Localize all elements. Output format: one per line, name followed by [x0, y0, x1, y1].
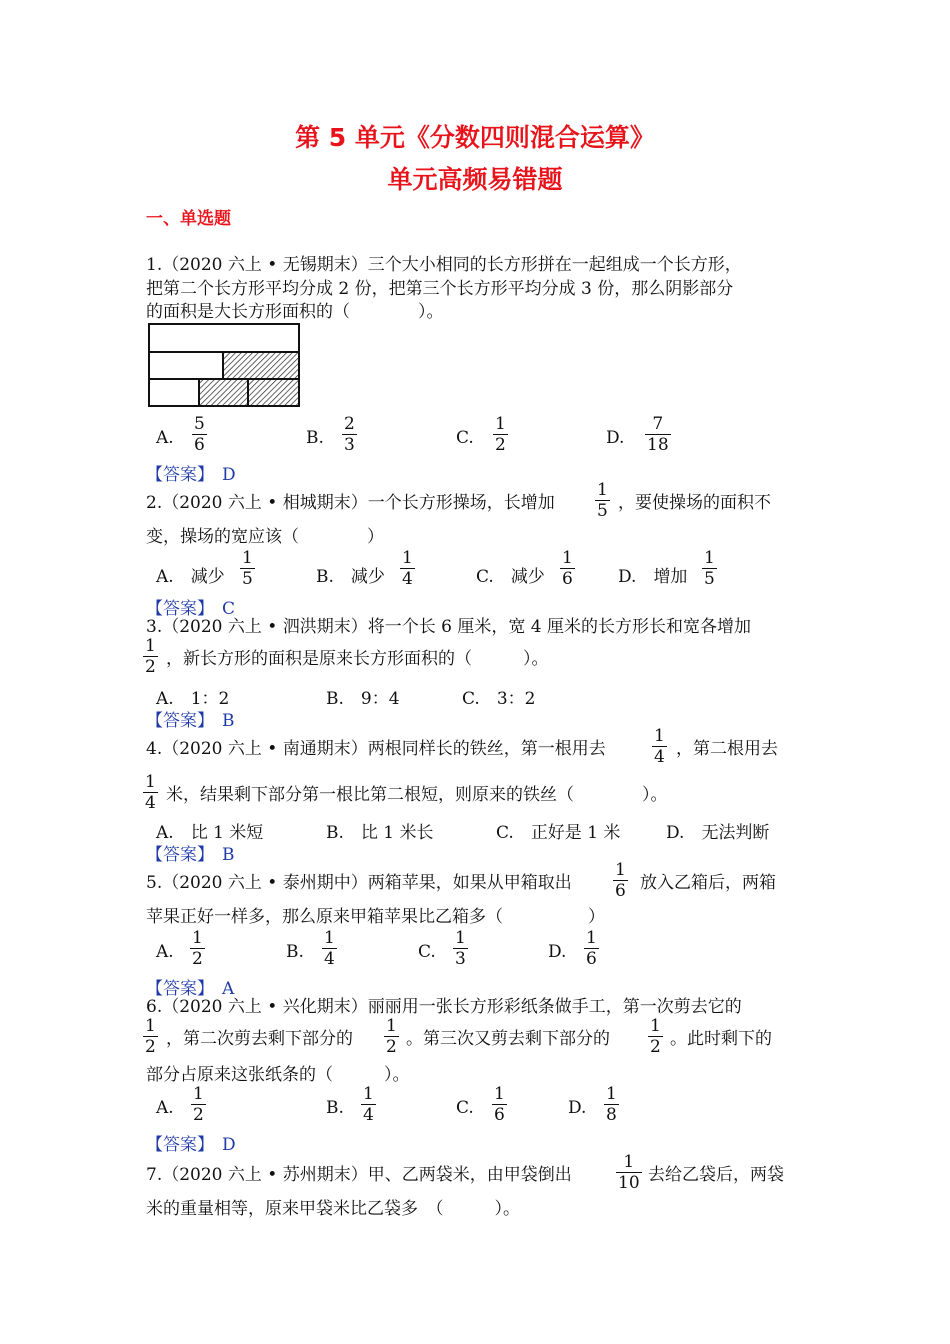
q3-line-2: ，新长方形的面积是原来长方形面积的（ ）。: [166, 649, 549, 669]
q7-line-1b: 去给乙袋后，两袋: [648, 1165, 784, 1185]
q3-line-1: 3.（2020 六上 • 泗洪期末）将一个长 6 厘米，宽 4 厘米的长方形长和宽各增加: [146, 617, 751, 637]
q1-option-a: A.: [156, 428, 174, 448]
q7-line-1-fraction: 1 10: [618, 1152, 640, 1193]
q1-option-b: B.: [306, 428, 324, 448]
q4-line-1a: 4.（2020 六上 • 南通期末）两根同样长的铁丝，第一根用去: [146, 739, 606, 759]
q1-line-3: 的面积是大长方形面积的（ ）。: [146, 302, 444, 322]
q1-option-d-fraction: 7 18: [647, 414, 669, 455]
q4-line-1-fraction: 1 4: [654, 726, 665, 767]
q6-answer: 【答案】 D: [146, 1135, 236, 1155]
q5-line-1-fraction: 1 6: [615, 860, 626, 901]
q3-option-b: B. 9：4: [326, 689, 400, 709]
page-subtitle: 单元高频易错题: [387, 165, 563, 194]
q5-line-2: 苹果正好一样多，那么原来甲箱苹果比乙箱多（ ）: [146, 907, 605, 927]
q2-option-d: D. 增加: [618, 567, 688, 587]
q1-option-c-fraction: 1 2: [495, 414, 506, 455]
section-heading: 一、单选题: [146, 209, 231, 229]
q2-option-b-fraction: 1 4: [402, 548, 413, 589]
q6-line-2-fraction-2: 1 2: [386, 1016, 397, 1057]
q2-option-a-fraction: 1 5: [242, 548, 253, 589]
q4-option-a: A. 比 1 米短: [156, 823, 264, 843]
q5-option-d: D.: [548, 942, 567, 962]
q7-line-1a: 7.（2020 六上 • 苏州期末）甲、乙两袋米，由甲袋倒出: [146, 1165, 572, 1185]
q6-line-2-fraction-3: 1 2: [650, 1016, 661, 1057]
q2-line-2: 变，操场的宽应该（ ）: [146, 527, 384, 547]
q2-line-1a: 2.（2020 六上 • 相城期末）一个长方形操场，长增加: [146, 493, 555, 513]
q5-option-c: C.: [418, 942, 436, 962]
q5-option-c-fraction: 1 3: [455, 928, 466, 969]
q6-option-d-fraction: 1 8: [606, 1084, 617, 1125]
q1-option-b-fraction: 2 3: [344, 414, 355, 455]
q2-option-c-fraction: 1 6: [562, 548, 573, 589]
page-title: 第 5 单元《分数四则混合运算》: [295, 123, 655, 152]
q6-line-3: 部分占原来这张纸条的（ ）。: [146, 1065, 410, 1085]
q4-line-1b: ，第二根用去: [676, 739, 778, 759]
q5-line-1b: 放入乙箱后，两箱: [640, 873, 776, 893]
q2-option-c: C. 减少: [476, 567, 545, 587]
q6-line-2b: 。第三次又剪去剩下部分的: [406, 1029, 610, 1049]
q6-option-c-fraction: 1 6: [494, 1084, 505, 1125]
q6-line-2a: ，第二次剪去剩下部分的: [166, 1029, 353, 1049]
q5-option-b: B.: [286, 942, 304, 962]
q5-line-1a: 5.（2020 六上 • 泰州期中）两箱苹果，如果从甲箱取出: [146, 873, 572, 893]
q1-answer: 【答案】 D: [146, 465, 236, 485]
q1-option-a-fraction: 5 6: [194, 414, 205, 455]
q5-option-a: A.: [156, 942, 174, 962]
q5-option-a-fraction: 1 2: [192, 928, 203, 969]
q6-option-b: B.: [326, 1098, 344, 1118]
q2-line-1b: ，要使操场的面积不: [618, 493, 771, 513]
q4-option-d: D. 无法判断: [666, 823, 770, 843]
q6-option-a: A.: [156, 1098, 174, 1118]
q7-line-2: 米的重量相等，原来甲袋米比乙袋多 （ ）。: [146, 1199, 520, 1219]
q5-option-b-fraction: 1 4: [324, 928, 335, 969]
q1-line-1: 1.（2020 六上 • 无锡期末）三个大小相同的长方形拼在一起组成一个长方形，: [146, 255, 742, 275]
q6-line-2c: 。此时剩下的: [670, 1029, 772, 1049]
q6-option-c: C.: [456, 1098, 474, 1118]
q4-answer: 【答案】 B: [146, 845, 235, 865]
q1-line-2: 把第二个长方形平均分成 2 份，把第三个长方形平均分成 3 份，那么阴影部分: [146, 279, 734, 299]
q5-answer: 【答案】 A: [146, 979, 235, 999]
q3-answer: 【答案】 B: [146, 711, 235, 731]
q6-option-d: D.: [568, 1098, 587, 1118]
q6-option-a-fraction: 1 2: [193, 1084, 204, 1125]
q2-option-a: A. 减少: [156, 567, 225, 587]
q4-line-2: 米，结果剩下部分第一根比第二根短，则原来的铁丝（ ）。: [166, 785, 668, 805]
q3-option-a: A. 1：2: [156, 689, 230, 709]
q5-option-d-fraction: 1 6: [586, 928, 597, 969]
q2-option-d-fraction: 1 5: [704, 548, 715, 589]
q1-rectangle-figure: [147, 322, 302, 410]
q4-option-c: C. 正好是 1 米: [496, 823, 621, 843]
q6-line-1: 6.（2020 六上 • 兴化期末）丽丽用一张长方形彩纸条做手工，第一次剪去它的: [146, 997, 742, 1017]
q6-option-b-fraction: 1 4: [363, 1084, 374, 1125]
q1-option-d: D.: [606, 428, 625, 448]
q3-line-2-fraction: 1 2: [145, 636, 156, 677]
q6-line-2-fraction-1: 1 2: [145, 1016, 156, 1057]
q4-line-2-fraction: 1 4: [145, 772, 156, 813]
q4-option-b: B. 比 1 米长: [326, 823, 434, 843]
q3-option-c: C. 3：2: [462, 689, 536, 709]
q2-option-b: B. 减少: [316, 567, 385, 587]
q2-line-1-fraction: 1 5: [597, 480, 608, 521]
q2-answer: 【答案】 C: [146, 599, 236, 619]
q1-option-c: C.: [456, 428, 474, 448]
